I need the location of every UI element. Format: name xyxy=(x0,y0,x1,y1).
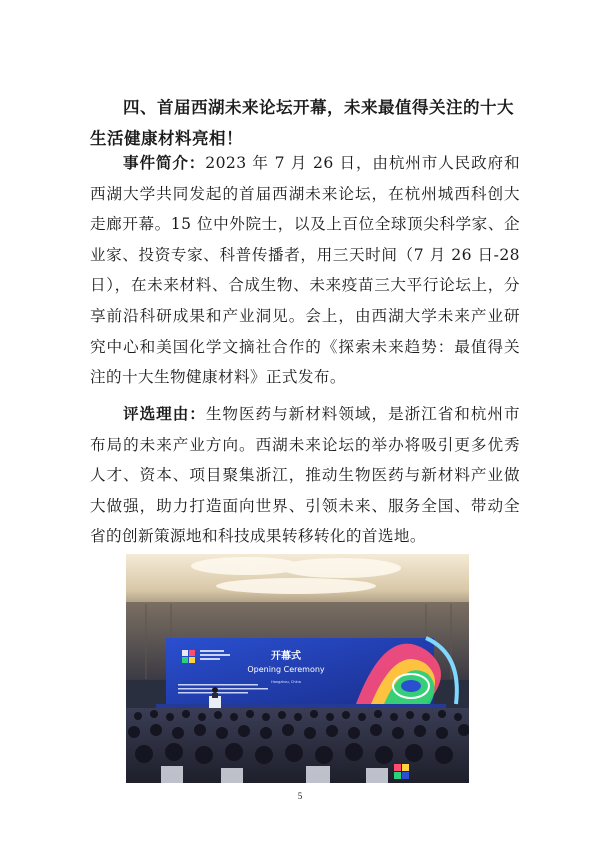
selection-reason-paragraph xyxy=(90,399,520,552)
opening-ceremony-photo xyxy=(126,554,469,783)
event-summary-text: 2023 年 7 月 26 日，由杭州市人民政府和西湖大学共同发起的首届西湖未来论坛，在杭州城西科创大走廊开幕。15 位中外院士，以及上百位全球顶尖科学家、企业家、投资专家、科普传播者，用三天时间（7 月 26 日-28 日），在未来材料、合成生物、未来疫苗三大平行论坛上，分享前沿科研成果和产业洞见。会上，由西湖大学未来产业研究中心和美国化学文摘社合作的《探索未来趋势：最值得关注的十大生物健康材料》正式发布。 xyxy=(90,154,520,387)
selection-reason-text: 生物医药与新材料领域，是浙江省和杭州市布局的未来产业方向。西湖未来论坛的举办将吸引更多优秀人才、资本、项目聚集浙江，推动生物医药与新材料产业做大做强，助力打造面向世界、引领未来、服务全国、带动全省的创新策源地和科技成果转移转化的首选地。 xyxy=(90,405,520,546)
screen-title-cn: 开幕式 xyxy=(271,651,301,662)
page-number: 5 xyxy=(297,791,303,801)
selection-reason-label: 评选理由： xyxy=(123,404,206,423)
event-summary-label: 事件简介： xyxy=(123,153,206,172)
screen-title-en: Opening Ceremony xyxy=(247,665,325,674)
section-heading: 四、首届西湖未来论坛开幕，未来最值得关注的十大生活健康材料亮相！ xyxy=(90,98,514,148)
screen-subtitle: Hangzhou, China xyxy=(271,680,301,684)
event-summary-paragraph xyxy=(90,148,520,393)
